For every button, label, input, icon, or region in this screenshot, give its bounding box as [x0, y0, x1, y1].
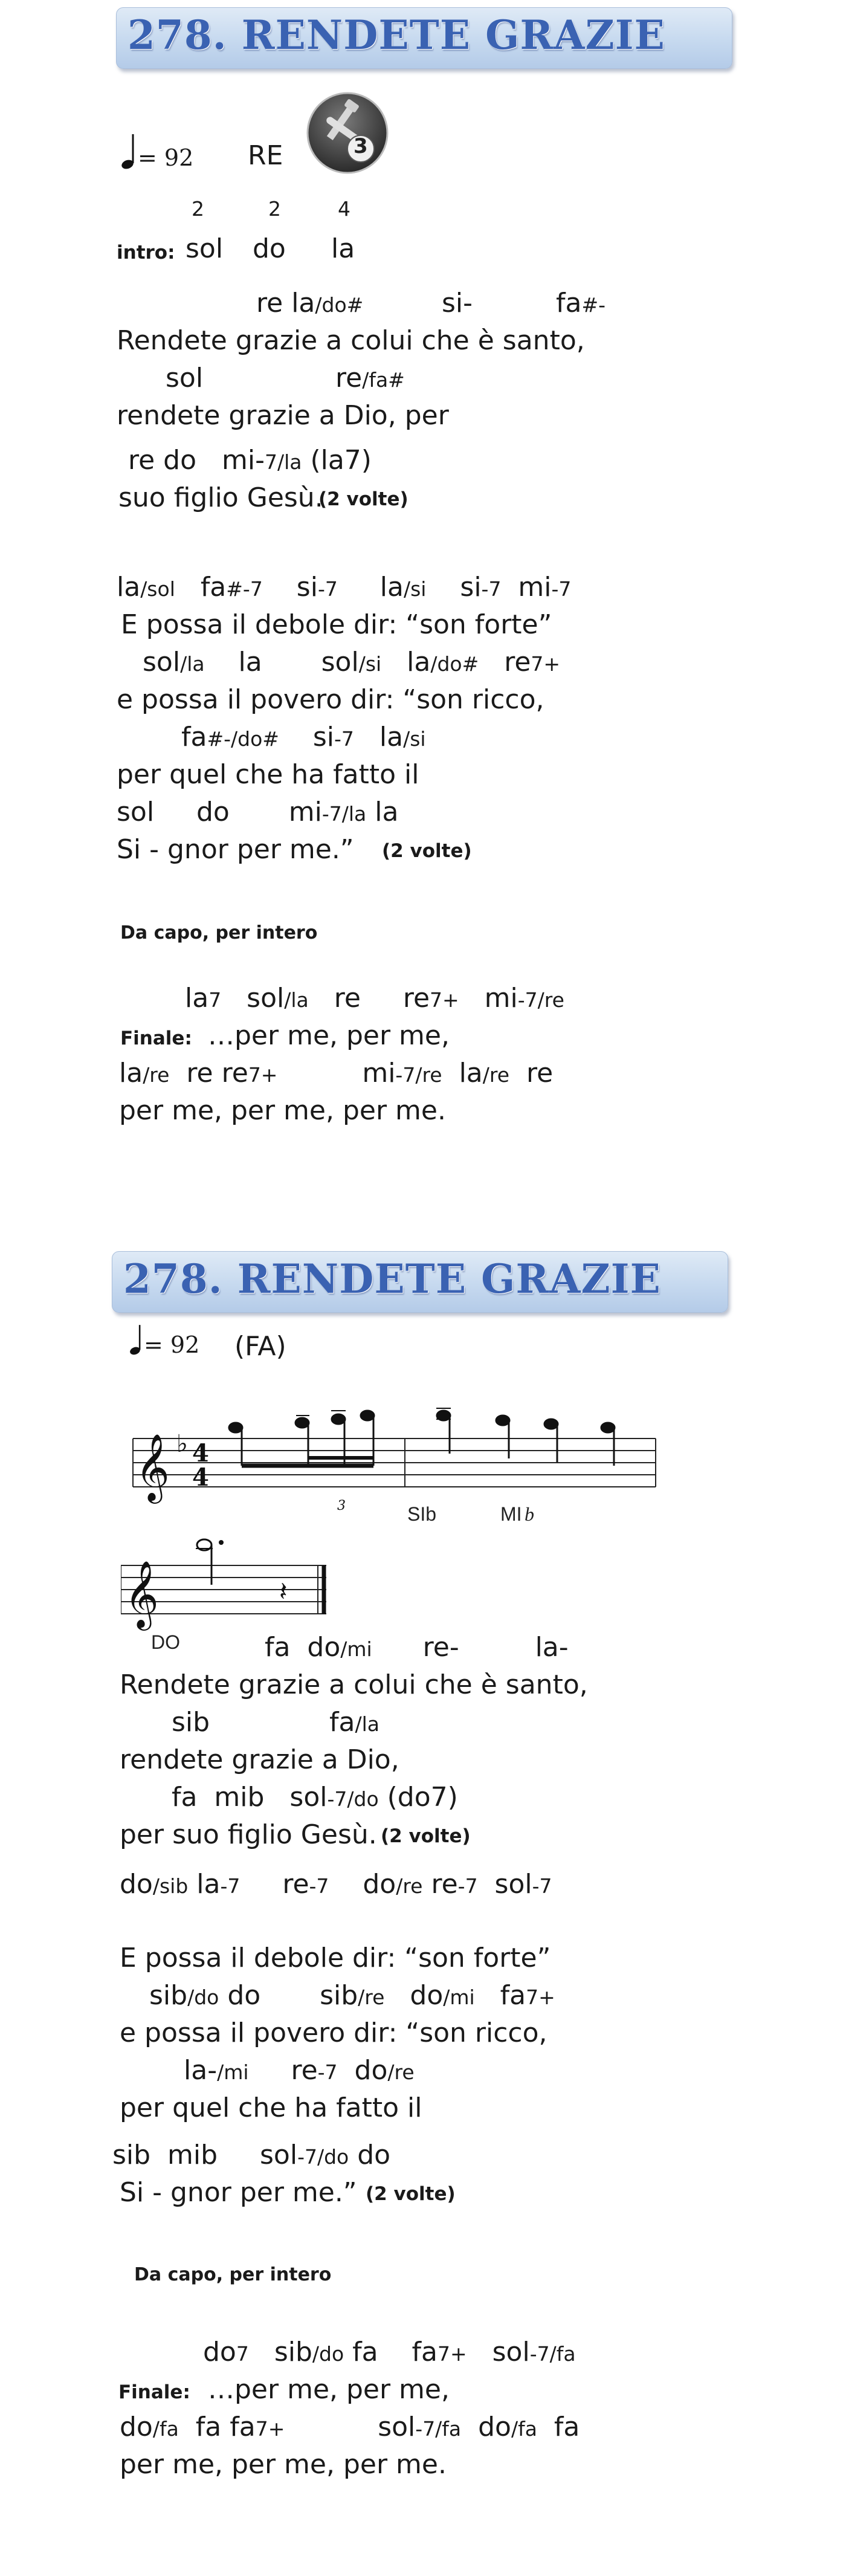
chord-line: fa#-/do# si-7 la/si	[181, 722, 426, 752]
intro-chord: sol	[186, 233, 224, 264]
chord: re/fa#	[335, 363, 405, 393]
intro-label: intro:	[117, 242, 175, 264]
capo-badge	[305, 91, 390, 175]
capo-number: 3	[354, 134, 368, 158]
score-chord-label: MI	[500, 1503, 522, 1525]
treble-clef-icon: 𝄞	[135, 1433, 170, 1501]
score-chord-label: b	[525, 1503, 534, 1525]
chord: sol	[166, 363, 204, 393]
title-banner-1	[116, 7, 732, 69]
chord: fa#-	[556, 288, 606, 319]
chord-line: sib/do do sib/re do/mi fa7+	[149, 1980, 555, 2011]
chord-line: sol/la la sol/si la/do# re7+	[143, 647, 561, 678]
finger-2: 2	[268, 197, 281, 221]
svg-text:4: 4	[192, 1439, 209, 1468]
lyric-line: E possa il debole dir: “son forte”	[121, 609, 552, 640]
lyric-line: per suo figlio Gesù.	[120, 1819, 377, 1850]
tempo-marking-1	[121, 133, 193, 171]
chord: re la/do#	[256, 288, 364, 319]
da-capo-note: Da capo, per intero	[120, 922, 318, 943]
lyric-line: Si - gnor per me.”	[117, 834, 354, 865]
score-chord-label: DO	[151, 1631, 180, 1650]
chord-line: la/sol fa#-7 si-7 la/si si-7 mi-7	[117, 572, 572, 603]
key-label-2: (FA)	[234, 1331, 286, 1362]
finale-label: Finale:	[118, 2381, 190, 2403]
chord-line: do7 sib/do fa fa7+ sol-7/fa	[203, 2337, 576, 2367]
repeat-note: (2 volte)	[318, 488, 408, 510]
lyric-line: per quel che ha fatto il	[120, 2092, 422, 2123]
score-chord-label: SIb	[407, 1503, 437, 1525]
lyric-line: per me, per me, per me.	[119, 1095, 446, 1126]
lyric-line: per quel che ha fatto il	[117, 759, 419, 790]
chord-line: la7 sol/la re re7+ mi-7/re	[185, 983, 564, 1014]
tempo-value: = 92	[138, 144, 194, 171]
lyric-line: E possa il debole dir: “son forte”	[120, 1943, 551, 1973]
rest-icon: 𝄽	[279, 1576, 288, 1607]
lyric-line: Rendete grazie a colui che è santo,	[117, 325, 585, 356]
lyric-line: e possa il povero dir: “son ricco,	[120, 2018, 547, 2048]
tempo-marking-2	[129, 1324, 199, 1358]
chord-line: do/fa fa fa7+ sol-7/fa do/fa fa	[120, 2412, 580, 2442]
finger-3: 4	[338, 197, 350, 221]
lyric-line: Si - gnor per me.”	[120, 2177, 357, 2208]
triplet-mark: 3	[337, 1498, 346, 1513]
lyric-line: e possa il povero dir: “son ricco,	[117, 684, 544, 715]
chord: re do mi-7/la (la7)	[128, 445, 372, 476]
repeat-note: (2 volte)	[366, 2183, 456, 2205]
intro-chord: la	[331, 233, 355, 264]
finger-1: 2	[192, 197, 204, 221]
song-title-2: 278. RENDETE GRAZIE	[123, 1255, 661, 1303]
song-title-1: 278. RENDETE GRAZIE	[128, 11, 665, 59]
chord: sib	[172, 1707, 210, 1738]
lyric-line: Rendete grazie a colui che è santo,	[120, 1669, 588, 1700]
chord-line: la/re re re7+ mi-7/re la/re re	[119, 1058, 554, 1089]
finale-label: Finale:	[120, 1027, 192, 1049]
lyric-line: per me, per me, per me.	[120, 2449, 447, 2480]
chord-line: fa do/mi re- la-	[265, 1632, 569, 1663]
music-score	[121, 1384, 665, 1650]
chord-line: fa mib sol-7/do (do7)	[172, 1782, 458, 1813]
lyric-line: rendete grazie a Dio, per	[117, 400, 449, 431]
lyric-line: rendete grazie a Dio,	[120, 1744, 399, 1775]
lyric-line: …per me, per me,	[208, 2374, 450, 2405]
title-banner-2	[112, 1251, 728, 1313]
treble-clef-icon: 𝄞	[124, 1560, 159, 1628]
repeat-note: (2 volte)	[382, 840, 472, 862]
chord: fa/la	[329, 1707, 379, 1738]
chord: si-	[442, 288, 473, 319]
guitar-capo-icon	[305, 91, 390, 175]
tempo-value: = 92	[144, 1332, 200, 1358]
chord-line: la-/mi re-7 do/re	[184, 2055, 415, 2086]
repeat-note: (2 volte)	[381, 1825, 471, 1847]
quarter-note-icon	[121, 133, 138, 170]
intro-chord: do	[253, 233, 286, 264]
svg-text:4: 4	[192, 1463, 209, 1492]
quarter-note-icon	[129, 1324, 144, 1356]
key-label-1: RE	[248, 140, 283, 171]
da-capo-note: Da capo, per intero	[134, 2264, 332, 2285]
lyric-line: …per me, per me,	[208, 1020, 450, 1051]
lyric-line: suo figlio Gesù.	[118, 482, 323, 513]
chord-line: sib mib sol-7/do do	[112, 2140, 391, 2170]
chord-line: do/sib la-7 re-7 do/re re-7 sol-7	[120, 1869, 552, 1900]
chord-line: sol do mi-7/la la	[117, 797, 399, 827]
flat-icon: ♭	[176, 1430, 188, 1458]
